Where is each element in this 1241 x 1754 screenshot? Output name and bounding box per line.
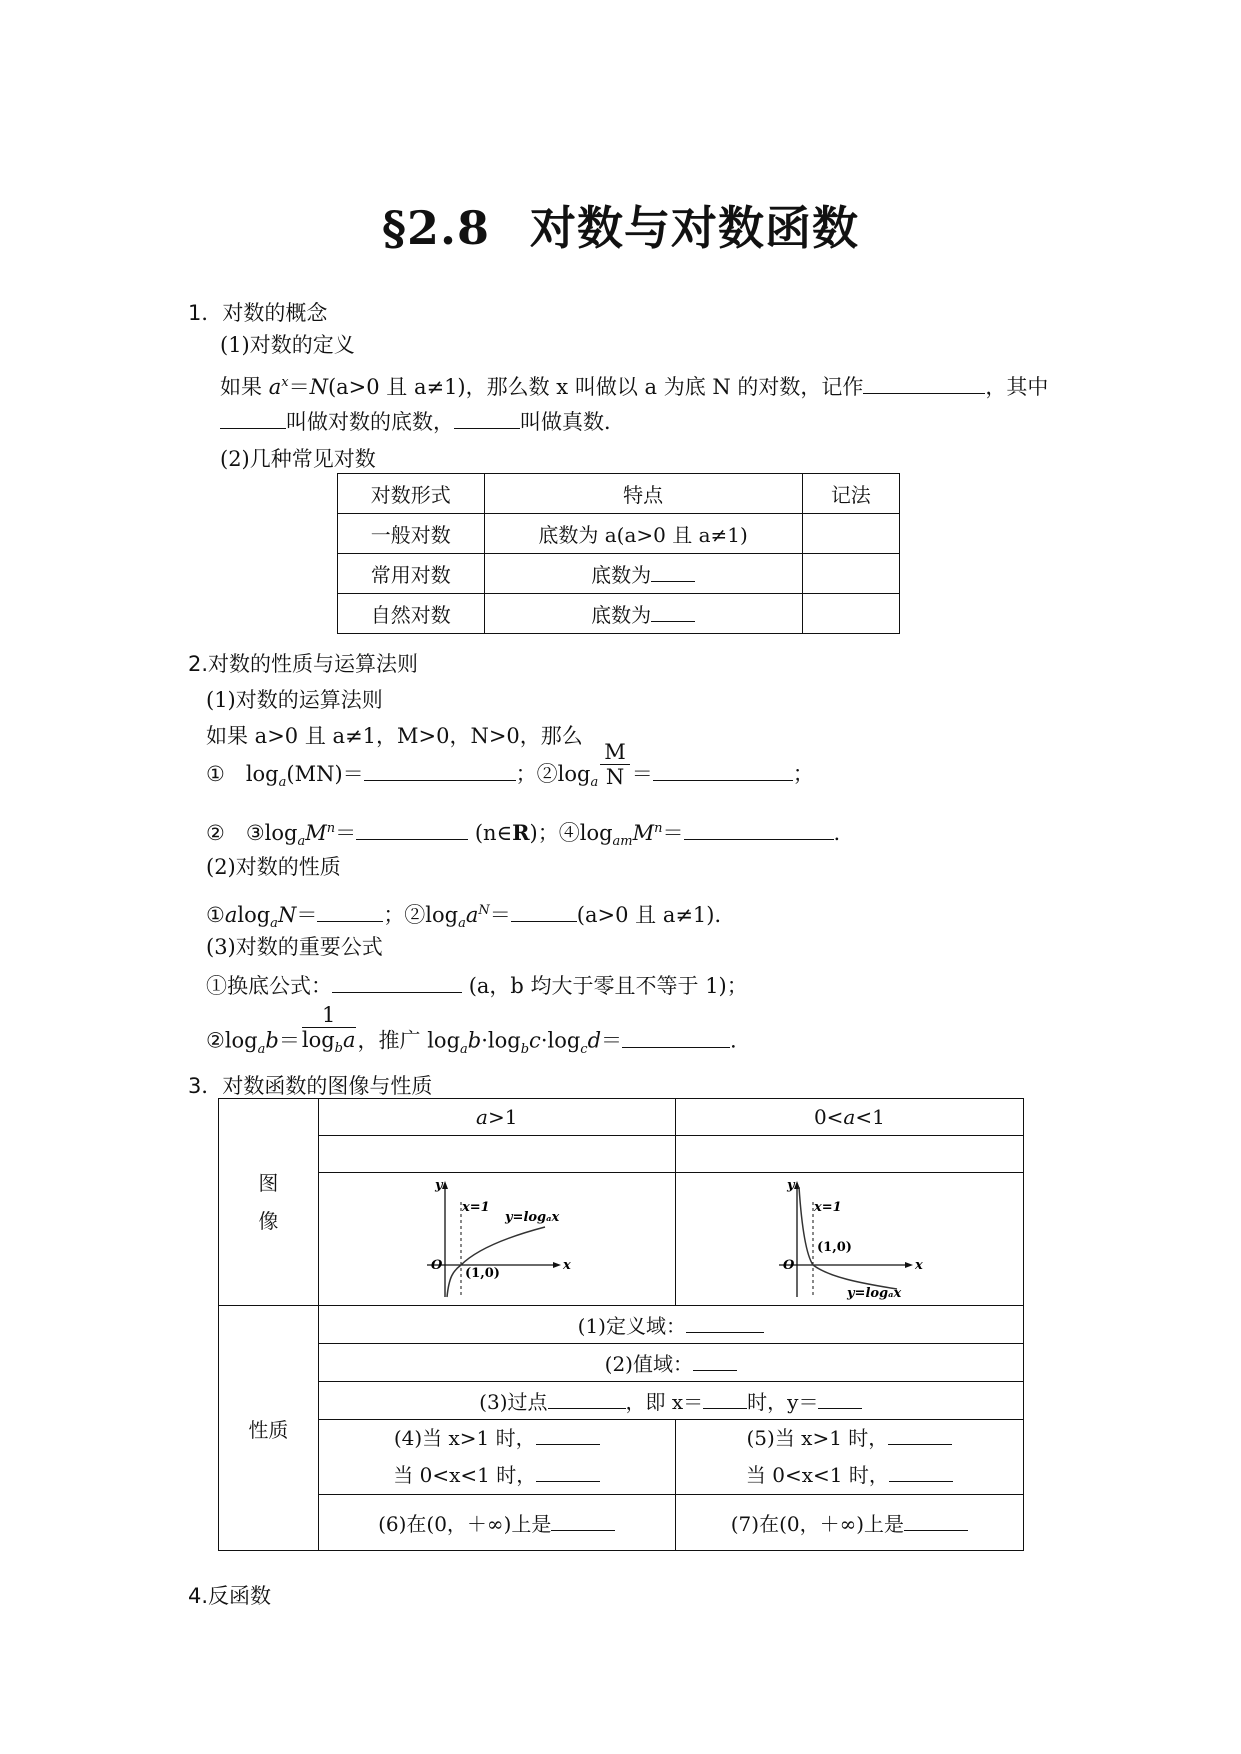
asymptote-label: x=1 xyxy=(814,1200,843,1215)
blank-log-base-power[interactable] xyxy=(684,817,834,840)
formula-change-base: ①换底公式： (a，b 均大于零且不等于 1)； xyxy=(206,970,748,1001)
section-1-heading: 1．对数的概念 xyxy=(188,301,328,325)
log-curve xyxy=(447,1227,545,1297)
log-graph-decreasing xyxy=(769,1177,929,1301)
section-number: §2.8 xyxy=(381,201,491,255)
sub-heading-properties: (2)对数的性质 xyxy=(206,855,341,879)
section-3-heading: 3．对数函数的图像与性质 xyxy=(188,1074,433,1098)
y-axis-arrow xyxy=(442,1181,448,1189)
blank-log-product[interactable] xyxy=(364,758,516,781)
table-row: 一般对数 底数为 a(a>0 且 a≠1) xyxy=(338,514,900,554)
sub-heading-common-logs: (2)几种常见对数 xyxy=(220,447,376,471)
graph-cell-a-gt-1 xyxy=(318,1173,675,1306)
blank-property-2[interactable] xyxy=(511,899,577,922)
sub-heading-rules: (1)对数的运算法则 xyxy=(206,688,383,712)
section-4-heading: 4.反函数 xyxy=(188,1584,272,1608)
blank-point[interactable] xyxy=(548,1390,626,1409)
property-sign-a-gt-1: (4)当 x>1 时， 当 0<x<1 时， xyxy=(318,1420,675,1495)
log-function-table xyxy=(218,1098,1024,1551)
y-label: y xyxy=(434,1178,443,1193)
blank-y-value[interactable] xyxy=(818,1390,862,1409)
blank-change-of-base[interactable] xyxy=(332,970,462,993)
point-label: (1,0) xyxy=(817,1240,853,1255)
property-monotonic-increasing: (6)在(0，＋∞)上是 xyxy=(318,1495,675,1551)
blank-base[interactable] xyxy=(220,406,286,429)
asymptote-label: x=1 xyxy=(461,1200,490,1215)
blank-sign-1[interactable] xyxy=(536,1426,600,1445)
blank-chain-rule[interactable] xyxy=(622,1025,730,1048)
sub-heading-definition: (1)对数的定义 xyxy=(220,333,355,357)
origin-label: O xyxy=(783,1258,795,1273)
notation-cell[interactable] xyxy=(802,514,899,554)
property-monotonic-decreasing: (7)在(0，＋∞)上是 xyxy=(675,1495,1023,1551)
blank-range[interactable] xyxy=(693,1352,737,1371)
sub-heading-formulas: (3)对数的重要公式 xyxy=(206,935,383,959)
blank-log-power[interactable] xyxy=(356,817,468,840)
table-row: 自然对数 底数为 xyxy=(338,594,900,634)
section-name: 对数与对数函数 xyxy=(530,201,860,255)
blank-property-1[interactable] xyxy=(317,899,383,922)
log-graph-increasing xyxy=(417,1177,577,1301)
blank-notation[interactable] xyxy=(863,371,985,394)
x-axis-arrow xyxy=(905,1262,913,1268)
x-axis-arrow xyxy=(553,1262,561,1268)
blank-domain[interactable] xyxy=(686,1314,764,1333)
property-fixed-point: (3)过点 ，即 x＝ 时，y＝ xyxy=(318,1382,1023,1420)
section-2-heading: 2.对数的性质与运算法则 xyxy=(188,652,419,676)
property-domain: (1)定义域： xyxy=(318,1306,1023,1344)
graph-row-label: 图 像 xyxy=(219,1099,319,1306)
notation-cell[interactable] xyxy=(802,594,899,634)
blank-x-value[interactable] xyxy=(703,1390,747,1409)
blank-monotonic-2[interactable] xyxy=(904,1512,968,1531)
properties-line: ①alog$_a$N＝ ；$②\log_aa^N= (a>0$ 且 a≠1)． xyxy=(206,896,736,939)
definition-line-2: 叫做对数的底数， 叫做真数． xyxy=(220,406,625,437)
y-label: y xyxy=(787,1178,795,1193)
formula-reciprocal: $②\log_ab=$ $\frac{1}{\log_ba}$ ，推广 $\log_ab\cdot\log_bc\cdot\log_cd=$ . xyxy=(206,1003,737,1057)
table-header: 对数形式 xyxy=(338,474,485,514)
blank-monotonic-1[interactable] xyxy=(551,1512,615,1531)
blank-sign-3[interactable] xyxy=(888,1426,952,1445)
page-title xyxy=(0,192,1241,258)
common-logs-table xyxy=(337,473,900,634)
x-label: x xyxy=(562,1258,571,1273)
empty-cell xyxy=(318,1136,675,1173)
rule-line-2: ② $③\log_aM^n=$ (n∈R)；$④\log_{am}M^n=$ . xyxy=(206,814,840,857)
blank-log-quotient[interactable] xyxy=(653,758,793,781)
properties-row-label: 性质 xyxy=(219,1306,319,1551)
blank-natural-base[interactable] xyxy=(651,603,695,622)
blank-sign-4[interactable] xyxy=(889,1463,953,1482)
curve-label: y=logₐx xyxy=(847,1286,902,1301)
notation-cell[interactable] xyxy=(802,554,899,594)
property-sign-a-lt-1: (5)当 x>1 时， 当 0<x<1 时， xyxy=(675,1420,1023,1495)
empty-cell xyxy=(675,1136,1023,1173)
rules-condition: 如果 a>0 且 a≠1，M>0，N>0，那么 xyxy=(206,724,583,748)
graph-cell-a-lt-1 xyxy=(675,1173,1023,1306)
origin-label: O xyxy=(430,1258,443,1273)
blank-sign-2[interactable] xyxy=(536,1463,600,1482)
curve-label: y=logₐx xyxy=(504,1210,559,1225)
table-row: 常用对数 底数为 xyxy=(338,554,900,594)
column-header-a-gt-1: a>1 xyxy=(318,1099,675,1136)
definition-line-1: 如果 $a^x=N(a>0$ 且 a≠1)，那么数 x 叫做以 a 为底 N 的对数，记作 ，其中 xyxy=(220,368,1048,402)
table-header: 记法 xyxy=(802,474,899,514)
x-label: x xyxy=(915,1258,924,1273)
column-header-a-lt-1: 0<a<1 xyxy=(675,1099,1023,1136)
point-label: (1,0) xyxy=(464,1266,500,1281)
property-range: (2)值域： xyxy=(318,1344,1023,1382)
rule-line-1: ① $\log_a(MN)=$ ；$②\log_a$ $\frac{M}{N}$ ＝ ； xyxy=(206,740,814,791)
blank-common-base[interactable] xyxy=(651,563,695,582)
blank-antilog[interactable] xyxy=(454,406,520,429)
table-header: 特点 xyxy=(484,474,802,514)
